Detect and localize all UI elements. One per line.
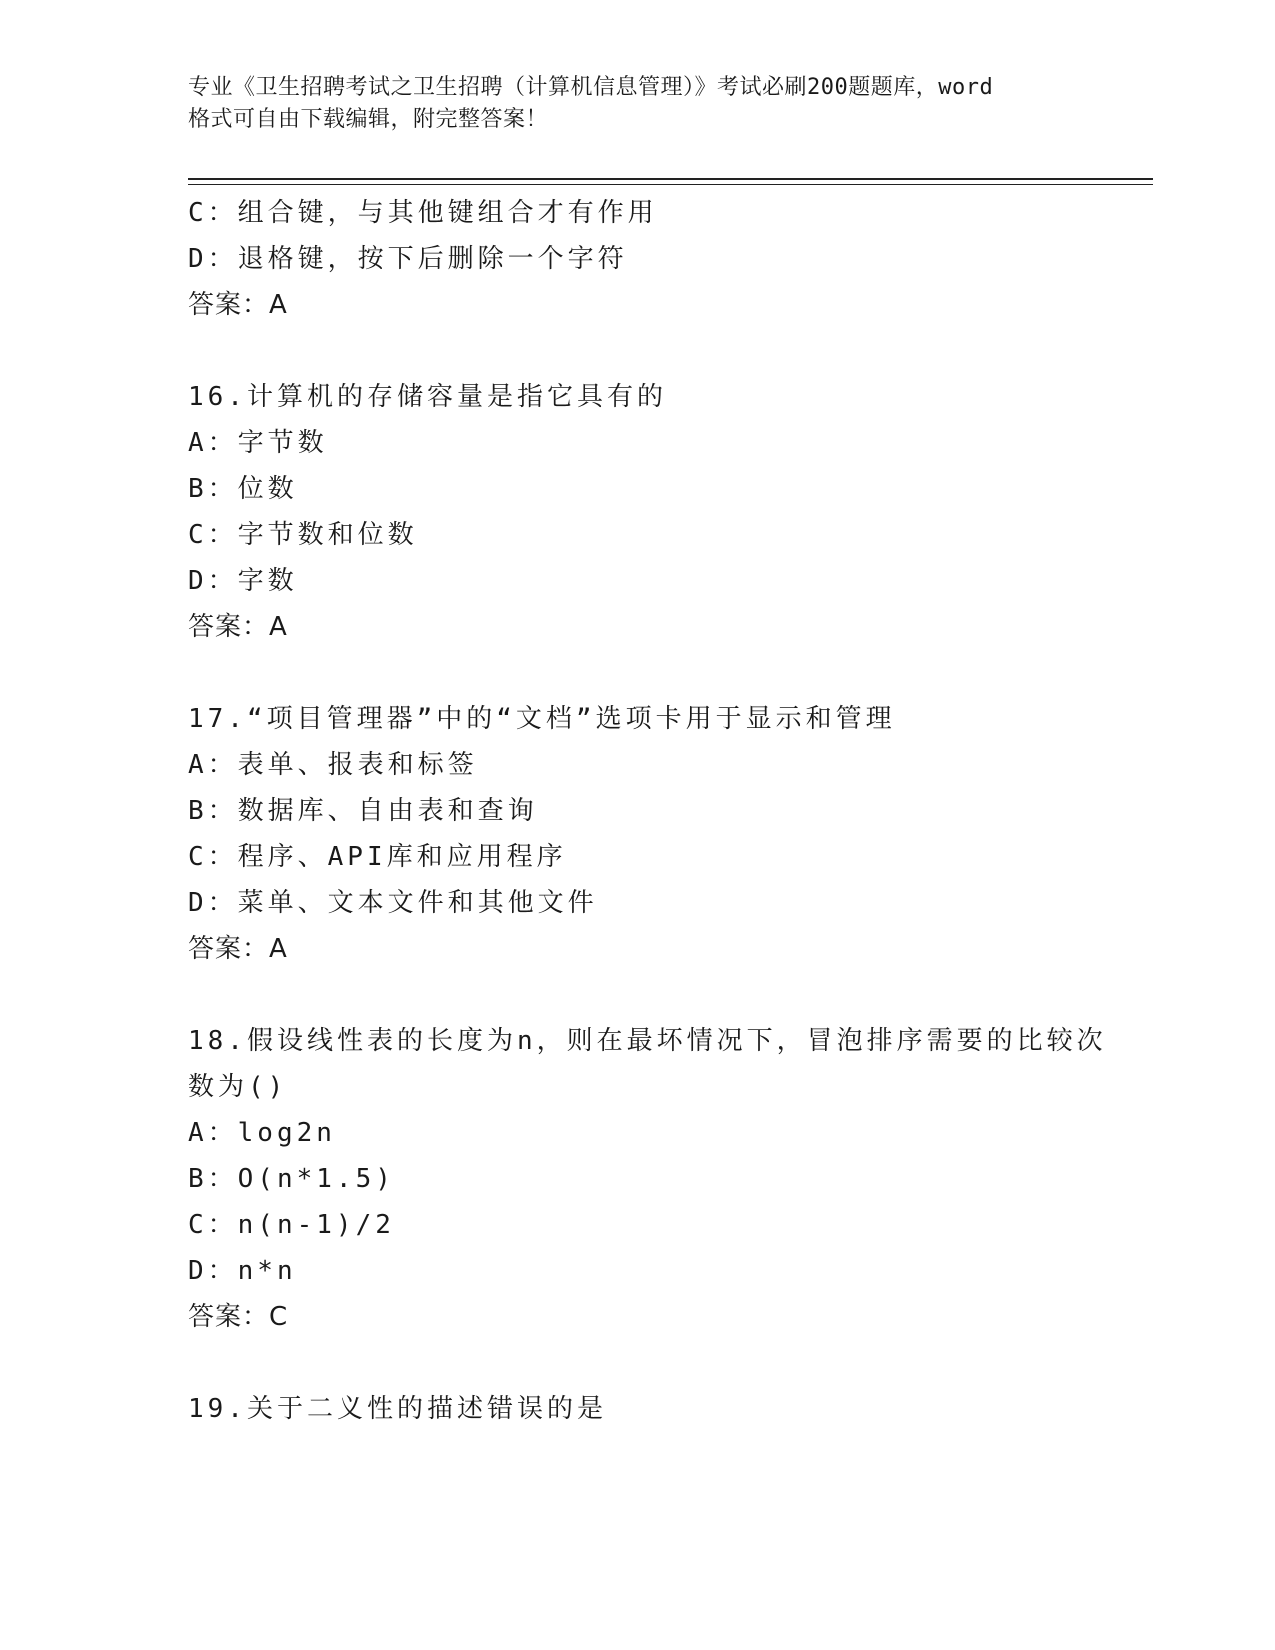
question-text-line-2: 数为() (188, 1072, 288, 1102)
question-list (188, 190, 1107, 1432)
header-line-1: 专业《卫生招聘考试之卫生招聘（计算机信息管理）》考试必刷200题题库，word (188, 75, 994, 100)
question-block-16 (188, 374, 1088, 650)
option-a: A：字节数 (188, 428, 328, 458)
question-block-17 (188, 696, 1088, 972)
option-b: B：位数 (188, 474, 298, 504)
answer-line: 答案：A (188, 934, 288, 964)
option-b: B：数据库、自由表和查询 (188, 796, 538, 826)
header-line-2: 格式可自由下载编辑，附完整答案！ (188, 107, 549, 132)
option-c: C：组合键，与其他键组合才有作用 (188, 198, 658, 228)
option-d: D：菜单、文本文件和其他文件 (188, 888, 598, 918)
option-a: A：log2n (188, 1118, 336, 1148)
header-rule-thin (188, 184, 1153, 185)
question-block-15 (188, 190, 1088, 328)
answer-line: 答案：A (188, 290, 288, 320)
question-block-19 (188, 1386, 1088, 1432)
option-a: A：表单、报表和标签 (188, 750, 478, 780)
header-rule-thick (188, 178, 1153, 180)
question-block-18 (188, 1018, 1107, 1340)
option-b: B：O(n*1.5) (188, 1164, 395, 1194)
answer-line: 答案：A (188, 612, 288, 642)
question-text-line-1: 18.假设线性表的长度为n，则在最坏情况下，冒泡排序需要的比较次 (188, 1026, 1107, 1056)
option-d: D：字数 (188, 566, 298, 596)
option-c: C：n(n-1)/2 (188, 1210, 395, 1240)
document-header (188, 72, 1088, 136)
option-c: C：程序、API库和应用程序 (188, 842, 567, 872)
option-d: D：退格键，按下后删除一个字符 (188, 244, 628, 274)
option-c: C：字节数和位数 (188, 520, 418, 550)
question-text: 17.“项目管理器”中的“文档”选项卡用于显示和管理 (188, 704, 896, 734)
option-d: D：n*n (188, 1256, 297, 1286)
answer-line: 答案：C (188, 1302, 289, 1332)
question-text: 19.关于二义性的描述错误的是 (188, 1394, 607, 1424)
question-text: 16.计算机的存储容量是指它具有的 (188, 382, 667, 412)
